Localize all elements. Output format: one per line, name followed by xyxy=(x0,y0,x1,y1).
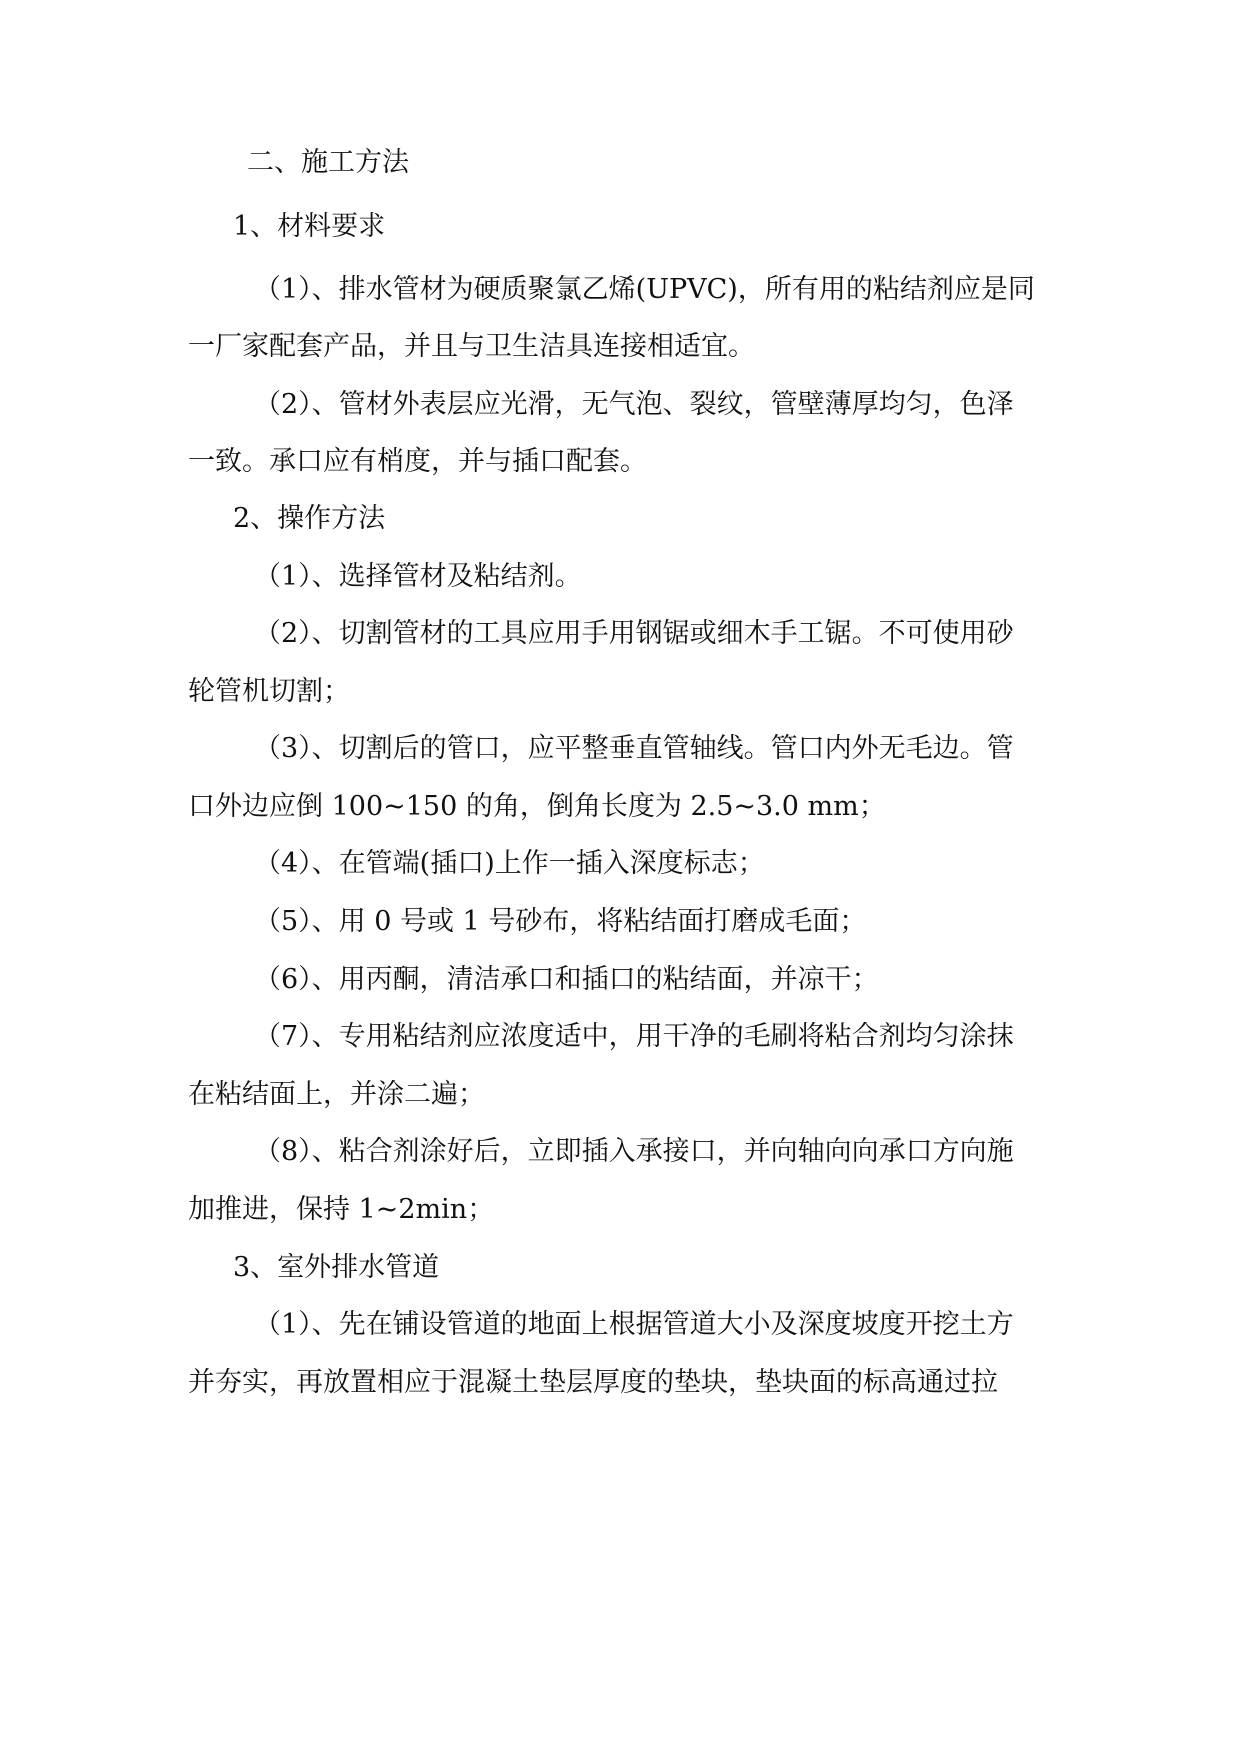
paragraph-line: 在粘结面上，并涂二遍； xyxy=(188,1079,485,1110)
paragraph-line: 口外边应倒 100~150 的角，倒角长度为 2.5~3.0 mm； xyxy=(188,791,886,822)
paragraph-line: 并夯实，再放置相应于混凝土垫层厚度的垫块，垫块面的标高通过拉 xyxy=(188,1367,998,1398)
paragraph-line: （1）、选择管材及粘结剂。 xyxy=(254,561,582,592)
paragraph-line: （8）、粘合剂涂好后，立即插入承接口，并向轴向向承口方向施 xyxy=(254,1136,1014,1167)
paragraph-line: 加推进，保持 1~2min； xyxy=(188,1194,495,1225)
paragraph-line: （1）、先在铺设管道的地面上根据管道大小及深度坡度开挖土方 xyxy=(254,1309,1014,1340)
paragraph-line: （6）、用丙酮，清洁承口和插口的粘结面，并凉干； xyxy=(254,964,879,995)
paragraph-line: （2）、管材外表层应光滑，无气泡、裂纹，管壁薄厚均匀，色泽 xyxy=(254,389,1014,420)
paragraph-line: （3）、切割后的管口，应平整垂直管轴线。管口内外无毛边。管 xyxy=(254,733,1014,764)
section-heading: 二、施工方法 xyxy=(247,147,409,178)
subsection-heading-outdoor-drainage: 3、室外排水管道 xyxy=(233,1252,440,1283)
subsection-heading-materials: 1、材料要求 xyxy=(233,211,386,242)
paragraph-line: 一厂家配套产品，并且与卫生洁具连接相适宜。 xyxy=(188,331,755,362)
subsection-heading-operation: 2、操作方法 xyxy=(233,503,386,534)
paragraph-line: 一致。承口应有梢度，并与插口配套。 xyxy=(188,446,647,477)
paragraph-line: （5）、用 0 号或 1 号砂布，将粘结面打磨成毛面； xyxy=(254,906,867,937)
paragraph-line: 轮管机切割； xyxy=(188,676,350,707)
paragraph-line: （1）、排水管材为硬质聚氯乙烯(UPVC)，所有用的粘结剂应是同 xyxy=(254,274,1035,305)
paragraph-line: （2）、切割管材的工具应用手用钢锯或细木手工锯。不可使用砂 xyxy=(254,618,1014,649)
paragraph-line: （4）、在管端(插口)上作一插入深度标志； xyxy=(254,848,765,879)
paragraph-line: （7）、专用粘结剂应浓度适中，用干净的毛刷将粘合剂均匀涂抹 xyxy=(254,1021,1014,1052)
